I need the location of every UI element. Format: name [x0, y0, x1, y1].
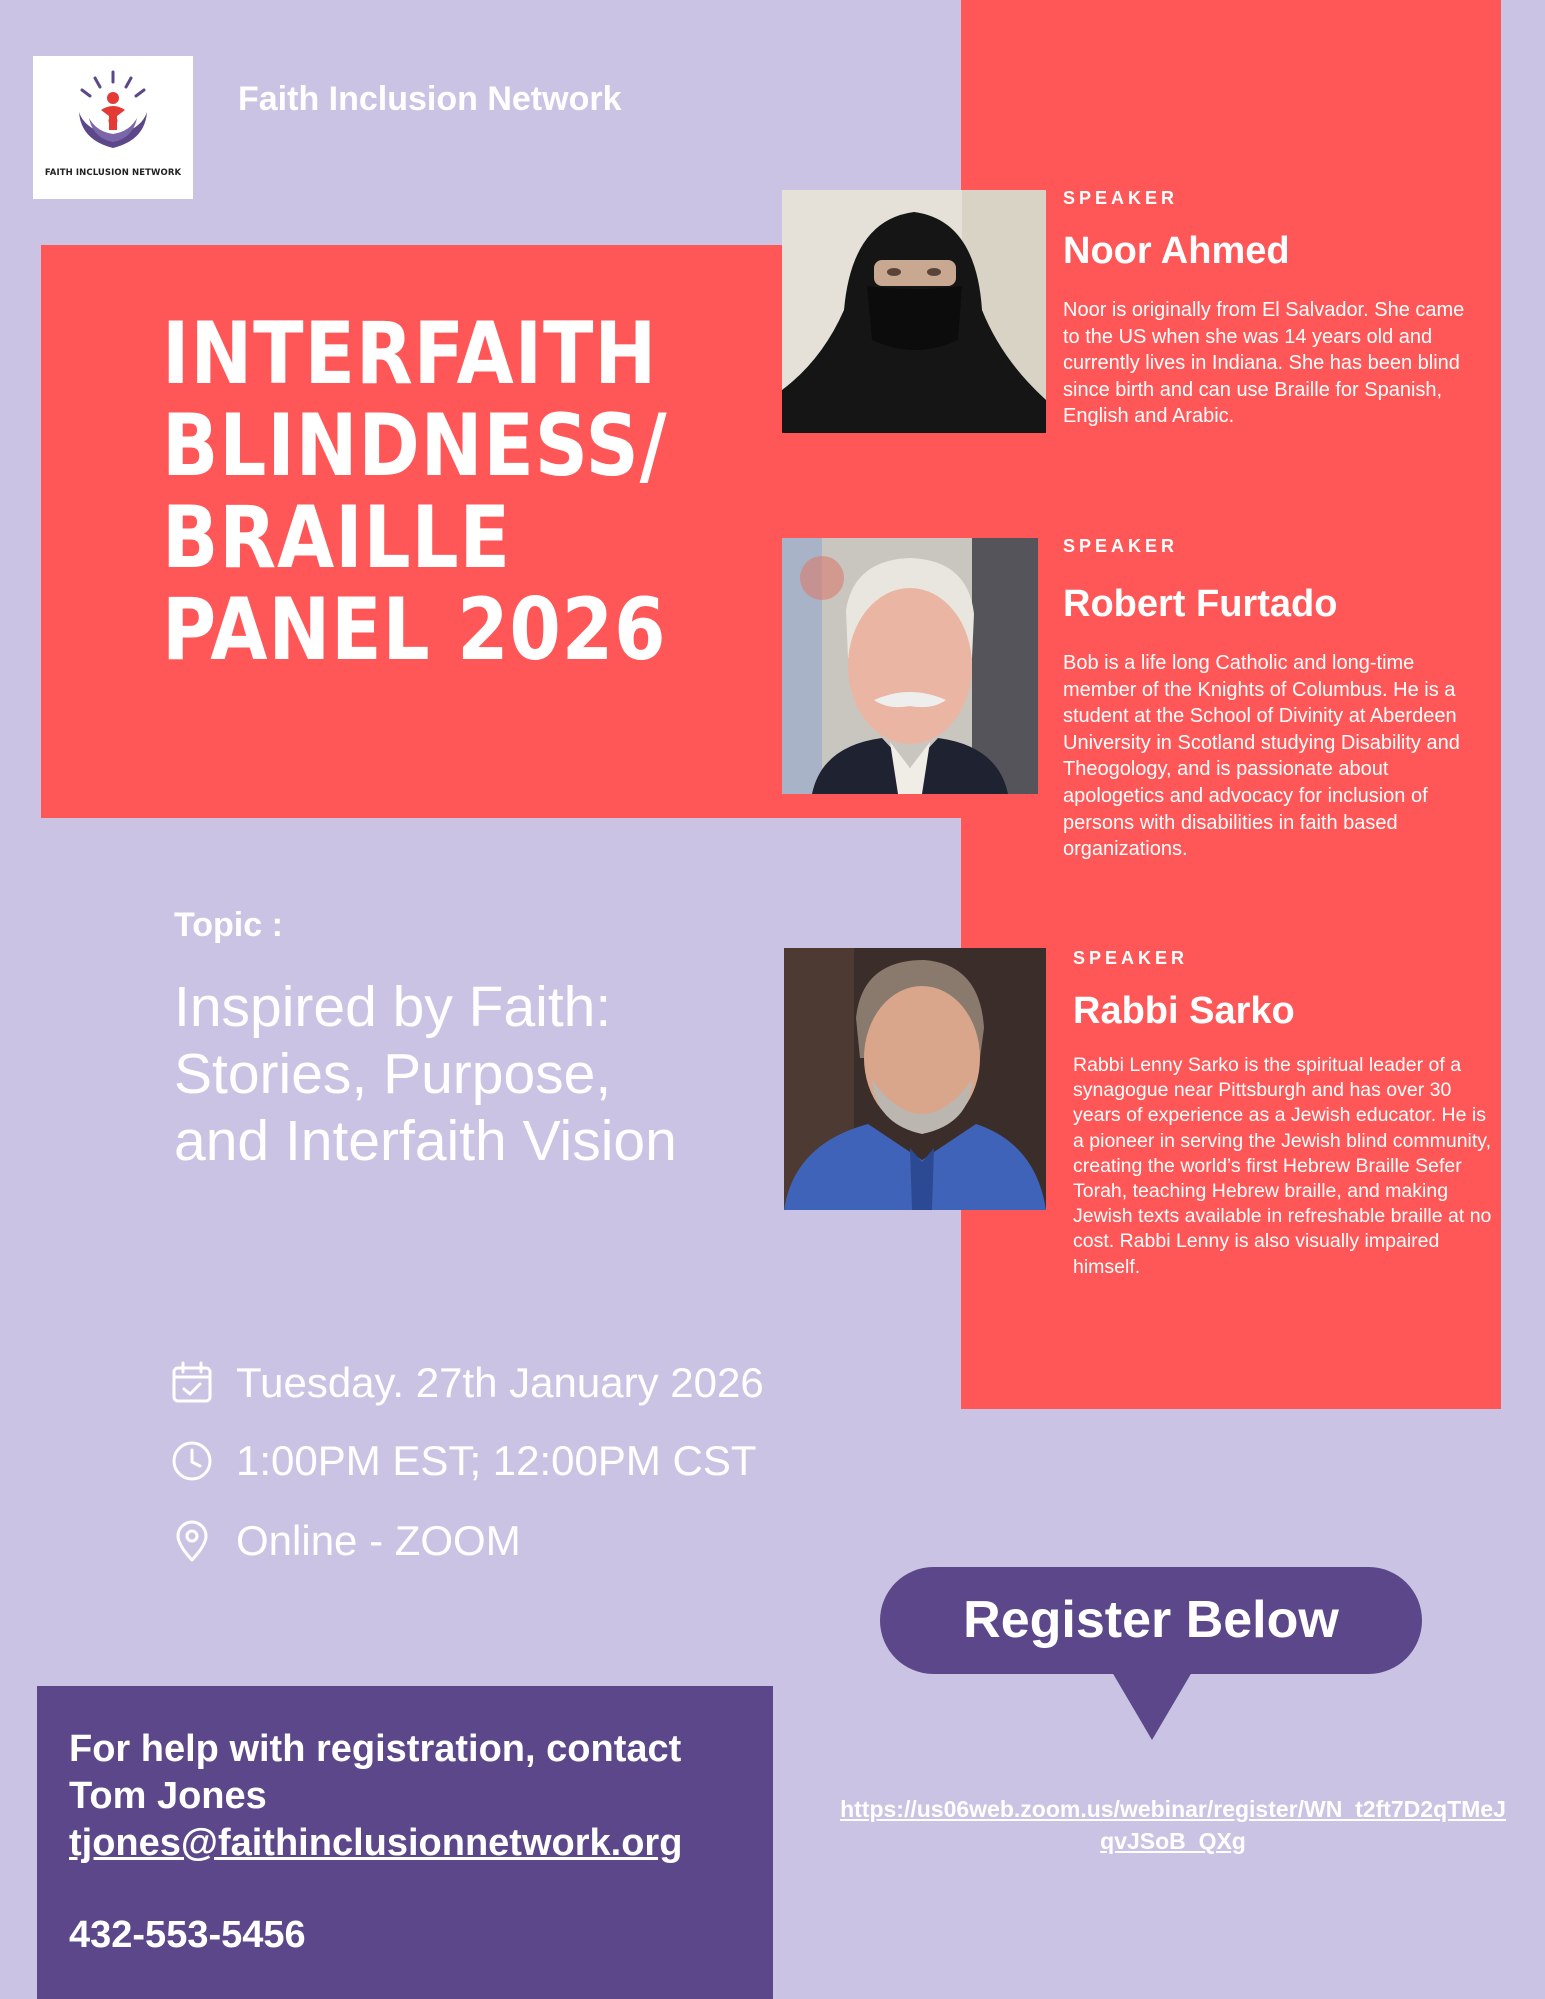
speaker-1-bio: Noor is originally from El Salvador. She came to the US when she was 14 years old and currently lives in Indiana. She has been blind since birth and can use Braille for Spanish, English and Arabic.: [1063, 299, 1465, 428]
speaker-3-name: Rabbi Sarko: [1073, 990, 1295, 1032]
title-line: INTERFAITH: [162, 304, 658, 404]
clock-icon: [170, 1439, 214, 1483]
event-time: [170, 1436, 757, 1486]
register-heading: Register Below: [963, 1591, 1339, 1649]
registration-link[interactable]: https://us06web.zoom.us/webinar/register/WN_t2ft7D2qTMeJqvJSoB_QXg: [840, 1796, 1506, 1854]
org-name: Faith Inclusion Network: [238, 80, 622, 118]
event-date: [170, 1358, 764, 1408]
speaker-1-label: SPEAKER: [1063, 188, 1179, 208]
help-contact: [69, 1726, 769, 1867]
title-line: PANEL 2026: [162, 580, 667, 681]
speaker-photo-robert-furtado: [782, 538, 1038, 794]
register-bubble-tail: [1112, 1672, 1192, 1740]
speaker-2-label: SPEAKER: [1063, 536, 1179, 556]
help-email-link[interactable]: tjones@faithinclusionnetwork.org: [69, 1822, 683, 1864]
event-title: [162, 304, 678, 681]
event-date-text: Tuesday. 27th January 2026: [236, 1359, 764, 1406]
speaker-2-name: Robert Furtado: [1063, 583, 1338, 625]
topic-text: Inspired by Faith: Stories, Purpose, and Interfaith Vision: [174, 975, 677, 1173]
logo: [33, 56, 193, 199]
topic-label: Topic :: [174, 906, 283, 944]
logo-caption: FAITH INCLUSION NETWORK: [44, 168, 182, 178]
faith-inclusion-logo-icon: [71, 68, 155, 164]
speaker-2-bio: Bob is a life long Catholic and long-time member of the Knights of Columbus. He is a student at the School of Divinity at Aberdeen University in Scotland studying Disability and Theogology, and is passionate about apologetics and advocacy for inclusion of persons with disabilities in faith based organizations.: [1063, 652, 1460, 861]
speaker-3-label: SPEAKER: [1073, 948, 1189, 968]
help-line: For help with registration, contact: [69, 1728, 682, 1770]
event-time-text: 1:00PM EST; 12:00PM CST: [236, 1437, 757, 1484]
title-line: BLINDNESS/: [162, 396, 668, 497]
map-pin-icon: [170, 1519, 214, 1563]
calendar-check-icon: [170, 1361, 214, 1405]
speaker-3-bio: Rabbi Lenny Sarko is the spiritual leader of a synagogue near Pittsburgh and has over 30 years of experience as a Jewish educator. He is a pioneer in serving the Jewish blind community, creating the world’s first Hebrew Braille Sefer Torah, teaching Hebrew braille, and making Jewish texts available in refreshable braille at no cost. Rabbi Lenny is also visually impaired himself.: [1073, 1054, 1492, 1278]
speaker-1-name: Noor Ahmed: [1063, 230, 1290, 272]
help-contact-name: Tom Jones: [69, 1775, 267, 1817]
speaker-photo-rabbi-sarko: [784, 948, 1046, 1210]
speaker-photo-noor-ahmed: [782, 190, 1046, 433]
event-location: [170, 1516, 521, 1566]
title-line: BRAILLE: [162, 488, 511, 589]
help-phone: 432-553-5456: [69, 1914, 306, 1956]
event-location-text: Online - ZOOM: [236, 1517, 521, 1564]
